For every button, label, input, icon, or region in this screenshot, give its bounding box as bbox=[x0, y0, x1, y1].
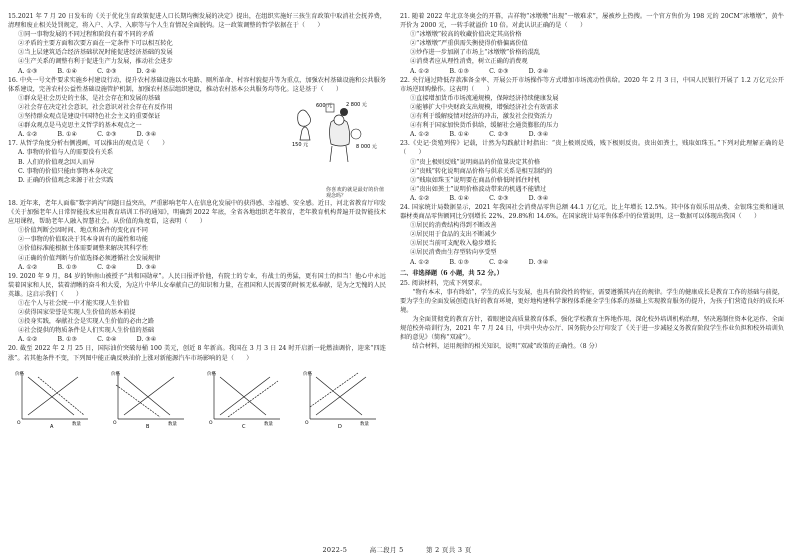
choice-row bbox=[8, 335, 386, 344]
choice-b: B. ①③ bbox=[449, 67, 470, 75]
choice-row bbox=[400, 67, 784, 76]
choice-row bbox=[8, 130, 286, 139]
choice-c: C. ②③ bbox=[97, 131, 117, 139]
choice-b: B. ①③ bbox=[57, 336, 78, 344]
question-23 bbox=[400, 139, 784, 203]
price-label: 2 800 元 bbox=[346, 101, 367, 108]
axis-origin: O bbox=[209, 420, 213, 426]
left-column bbox=[8, 12, 386, 429]
choice-d: D. ③④ bbox=[136, 131, 157, 139]
option: ②获得国家荣誉是实现人生价值的基本前提 bbox=[18, 309, 136, 317]
choice-a: A. ①② bbox=[410, 258, 430, 266]
option: ②一事物的价值取决于其本身固有的属性和功能 bbox=[18, 236, 148, 244]
choice-d: D. ③④ bbox=[528, 194, 549, 202]
choice-c: C. ②③ bbox=[489, 131, 509, 139]
axis-label-price: 价格 bbox=[15, 371, 24, 377]
supply-demand-graphs bbox=[8, 367, 386, 429]
choice-c: C. ②③ bbox=[97, 67, 117, 75]
option: ②居民用于食品的支出不断减少 bbox=[410, 231, 497, 239]
cartoon-figure bbox=[286, 94, 386, 184]
price-label: 8 000 元 bbox=[356, 143, 377, 150]
option: ①“冰墩墩”较高的收藏价值决定其高价格 bbox=[410, 31, 522, 39]
option: ①同一事物发展的不同过程和阶段有着不同的矛盾 bbox=[18, 31, 155, 39]
page-footer bbox=[0, 545, 794, 554]
choice-b: B. ①④ bbox=[57, 67, 78, 75]
question-16 bbox=[8, 76, 386, 199]
cartoon-caption: 你喜欢的就是最好的价值观念吗？ bbox=[326, 186, 384, 199]
option: C. 事物的价值只能由事物本身决定 bbox=[18, 167, 114, 175]
option: ③投身实践，奉献社会是实现人生价值的必由之路 bbox=[18, 318, 155, 326]
option: ④消费者应从理性消费，树立正确的消费观 bbox=[410, 58, 528, 66]
option: A. 事物的价值与人的需要没有关系 bbox=[18, 149, 114, 157]
choice-b: B. ①④ bbox=[449, 194, 470, 202]
question-requirement: 结合材料，运用规律的相关知识，说明“双减”政策的正确性。（8 分） bbox=[412, 343, 601, 351]
option: ②矛盾的主要方面和次要方面在一定条件下可以相互转化 bbox=[18, 40, 173, 48]
question-21 bbox=[400, 12, 784, 76]
option: ③有利于缓解疫情对经济的冲击，激发社会投资活力 bbox=[410, 113, 553, 121]
option: ②“冰墩墩”严重供需失衡使得价格偏离价值 bbox=[410, 40, 528, 48]
footer-page-number: 第 2 页共 3 页 bbox=[425, 546, 472, 554]
choice-b: B. ①④ bbox=[449, 131, 470, 139]
choice-c: C. ②③ bbox=[489, 67, 509, 75]
axis-label-price: 价格 bbox=[303, 371, 312, 377]
choice-d: D. ②④ bbox=[528, 67, 549, 75]
axis-label-price: 价格 bbox=[111, 371, 120, 377]
question-stem: 19. 2020 年 9 月，84 岁的钟南山被授予“共和国勋章”。人民日报评价他，有院士的专业，有战士的勇猛，更有国士的担当！他心中永远装着国家和人民，装着清晰的奋斗和大爱，为这片中华儿女奉献自己的知识和力量，在祖国和人民需要的时候无私奉献，是为之无愧的人民英雄。这启示我们（ ） bbox=[8, 272, 386, 298]
question-stem: 25. 阅读材料，完成下列要求。 bbox=[400, 279, 487, 287]
choice-d: D. ③④ bbox=[528, 131, 549, 139]
option: ①价值判断会因时间、地点和条件的变化而不同 bbox=[18, 227, 148, 235]
section-heading: 二、非选择题（6 小题，共 52 分。） bbox=[400, 269, 503, 277]
question-stem: 22. 央行通过降低存款准备金率、开展公开市场操作等方式增加市场流动性供给。2020 年 2 月 3 日，中国人民银行开展了 1.2 万亿元公开市场逆回购操作。这表明（ ） bbox=[400, 76, 784, 93]
option: ④群众观点是马克思主义哲学的基本观点之一 bbox=[18, 122, 142, 130]
choice-a: A. ①② bbox=[410, 194, 430, 202]
option: ④有利于国家加快货币供给，缓解社会通货膨胀的压力 bbox=[410, 122, 559, 130]
axis-label-quantity: 数量 bbox=[168, 421, 177, 427]
price-label: 150 元 bbox=[292, 141, 309, 148]
choice-a: A. ①③ bbox=[18, 67, 38, 75]
choice-row bbox=[400, 130, 784, 139]
question-18 bbox=[8, 199, 386, 272]
graph-a bbox=[14, 367, 92, 429]
material-paragraph: 为全面贯彻党的教育方针，着眼建设高质量教育体系，强化学校教育主阵地作用，深化校外培训机构治理，坚决遏制住资本化运作、全面规范校外培训行为，2021 年 7 月 24 日，中共中央办公厅、国务院办公厅印发了《关于进一步减轻义务教育阶段学生作业负担和校外培训负担的意见》（简称“双减”）。 bbox=[400, 316, 784, 342]
question-15 bbox=[8, 12, 386, 76]
choice-d: D. ③④ bbox=[136, 336, 157, 344]
graph-c bbox=[206, 367, 284, 429]
option: ③“贱取如珠玉”说明要在商品价格低时抓住时机 bbox=[410, 176, 541, 184]
graph-letter: D bbox=[338, 423, 342, 429]
choice-c: C. ②④ bbox=[489, 258, 509, 266]
choice-a: A. ①② bbox=[18, 263, 38, 271]
question-stem: 21. 随着 2022 年北京冬奥会的开幕，吉祥物“冰墩墩”出现“一墩难求”，屡被炒上热搜。一个官方售价为 198 元的 20CM“冰墩墩”，黄牛开价为 2000 元，一转手就溢价 10 倍。对此认识正确的是（ ） bbox=[400, 13, 784, 30]
choice-a: A. ①② bbox=[18, 131, 38, 139]
axis-label-quantity: 数量 bbox=[264, 421, 273, 427]
option: ④社会提供的物质条件是人们实现人生价值的基础 bbox=[18, 327, 155, 335]
graph-letter: A bbox=[50, 423, 54, 429]
question-stem: 20. 截至 2022 年 2 月 25 日，国际油价突破每桶 100 美元，创近 8 年新高。我国在 3 月 3 日 24 时开启新一轮燃油调价，迎来“四连涨”。若其他条件不变，下列图中能正确反映油价上涨对新能源汽车市场影响的是（ ） bbox=[8, 345, 386, 362]
question-stem: 15.2021 年 7 月 20 日发布的《关于优化生育政策促进人口长期均衡发展的决定》提出，在组织实施好三孩生育政策中取消社会抚养费，清理和废止相关处罚规定，将入户、入学、入职等与个人生育情况全面脱钩。这一政策调整的哲学依据在于（ ） bbox=[8, 13, 386, 30]
axis-origin: O bbox=[305, 420, 309, 426]
choice-a: A. ①② bbox=[410, 131, 430, 139]
option: ③坚持群众观点是建设中国特色社会主义的重要保证 bbox=[18, 113, 161, 121]
question-stem: 23.《史记·货殖列传》记载，计然为勾践献计时指出：“贵上极则反贱，贱下极则反贵。贵出如粪土，贱取如珠玉。”下列对此理解正确的是（ ） bbox=[400, 140, 784, 157]
choice-c: C. ②④ bbox=[97, 263, 117, 271]
option: ③当上层建筑适合经济基础状况时能促进经济基础的发展 bbox=[18, 49, 173, 57]
choice-row bbox=[400, 194, 784, 203]
footer-date: 2022-5 bbox=[322, 546, 348, 554]
choice-a: A. ①② bbox=[18, 336, 38, 344]
right-column bbox=[400, 12, 784, 351]
question-22 bbox=[400, 76, 784, 140]
option: ③居民当前可支配收入稳步增长 bbox=[410, 240, 497, 248]
option: ④“贵出如粪土”说明价格波动带来的机遇不能错过 bbox=[410, 185, 547, 193]
option: ④生产关系的调整有利于促进生产力发展，推动社会进步 bbox=[18, 58, 173, 66]
option: ③价值标准能根据主体需要调整来解决其科学性 bbox=[18, 245, 148, 253]
option: ①群众是社会历史的主体，是社会存在和发展的基础 bbox=[18, 94, 161, 102]
choice-row bbox=[8, 263, 386, 272]
option: D. 正确的价值观念来源于社会实践 bbox=[18, 176, 114, 184]
question-25 bbox=[400, 279, 784, 352]
footer-grade: 高二段月 5 bbox=[369, 546, 404, 554]
option: B. 人们的价值观念因人而异 bbox=[18, 158, 95, 166]
option: ②“贵贱”转化说明商品价格与供求关系是相互制约的 bbox=[410, 167, 553, 175]
question-stem: 17. 从哲学角度分析右侧漫画，可以推出的观点是（ ） bbox=[8, 140, 169, 148]
choice-b: B. ①③ bbox=[449, 258, 470, 266]
option: ④居民消费由生存型转向享受型 bbox=[410, 249, 497, 257]
option: ①“贵上极则反贱”说明商品的价值量决定其价格 bbox=[410, 158, 541, 166]
axis-origin: O bbox=[113, 420, 117, 426]
option: ①在个人与社会统一中才能实现人生价值 bbox=[18, 299, 130, 307]
option: ②能够扩大中央财政支出规模，增强经济社会有效需求 bbox=[410, 103, 559, 111]
material-paragraph: “物有本末，事有终始”，学生的成长与发展，也具有阶段性的特征，需要遵循其内在的规律。学生的健康成长是教育工作的基础与前提，要为学生的全面发展创造良好的教育环境，更好地构建科学课程体系健全学生体系的基础上实现教育服务的提升，为孩子们营造良好的成长环境。 bbox=[400, 288, 784, 314]
option: ③炒作进一步加剧了市场上“冰墩墩”价格的混乱 bbox=[410, 49, 541, 57]
question-20 bbox=[8, 344, 386, 428]
graph-letter: C bbox=[242, 423, 246, 429]
question-stem: 18. 近年来，老年人面临“数字鸿沟”问题日益突出，严重影响老年人在信息化发展中的获得感、幸福感、安全感。近日，河北省教育厅印发《关于加强老年人日常智能技术应用教育培训工作的通知》，明确到 2022 年底，全省各地组织老年教育，老年教育机构普遍开设智能技术应用课程，帮助老年人融入智慧社会。从价值的角度看，这表明（ ） bbox=[8, 199, 386, 226]
axis-label-quantity: 数量 bbox=[360, 421, 369, 427]
cartoon-illustration bbox=[286, 94, 386, 199]
choice-d: D. ②④ bbox=[136, 67, 157, 75]
choice-c: C. ②③ bbox=[489, 194, 509, 202]
question-24 bbox=[400, 203, 784, 267]
price-label: 600 元 bbox=[316, 102, 333, 109]
axis-origin: O bbox=[17, 420, 21, 426]
graph-d bbox=[302, 367, 380, 429]
choice-b: B. ①④ bbox=[57, 131, 78, 139]
choice-c: C. ②④ bbox=[97, 336, 117, 344]
option: ②社会存在决定社会意识，社会意识对社会存在有反作用 bbox=[18, 103, 173, 111]
question-19 bbox=[8, 272, 386, 345]
graph-letter: B bbox=[146, 423, 150, 429]
choice-row bbox=[8, 67, 386, 76]
axis-label-quantity: 数量 bbox=[72, 421, 81, 427]
graph-b bbox=[110, 367, 188, 429]
question-stem: 24. 国家统计局数据显示，2021 年我国社会消费品零售总额 44.1 万亿元，比上年增长 12.5%。其中体育娱乐用品类、金银珠宝类和通讯器材类商品零售额同比分别增长 22%、29.8%和 14.6%。在国家统计局零售体系中的位置说明，这一数据可以体现出我国（ ） bbox=[400, 203, 784, 221]
choice-d: D. ③④ bbox=[136, 263, 157, 271]
question-stem: 16. 中央一号文件要求实施乡村建设行动，提升农村基础设施以水电路、厕所革命、村容村貌提升等为重点，加强农村基础设施和公共服务体系建设，完善农村公益性基础设施管护机制，加强农村基层组织建设，推动农村基本公共服务均等化。这是基于（ ） bbox=[8, 76, 386, 93]
choice-row bbox=[400, 258, 784, 267]
option: ①直接增加货币市场流通规模，保障经济持续健康发展 bbox=[410, 94, 559, 102]
choice-d: D. ③④ bbox=[528, 258, 549, 266]
choice-b: B. ①③ bbox=[57, 263, 78, 271]
axis-label-price: 价格 bbox=[207, 371, 216, 377]
option: ①居民的消费结构得到不断改善 bbox=[410, 222, 497, 230]
option: ④正确的价值判断与价值选择必须遵循社会发展规律 bbox=[18, 254, 161, 262]
choice-a: A. ①② bbox=[410, 67, 430, 75]
